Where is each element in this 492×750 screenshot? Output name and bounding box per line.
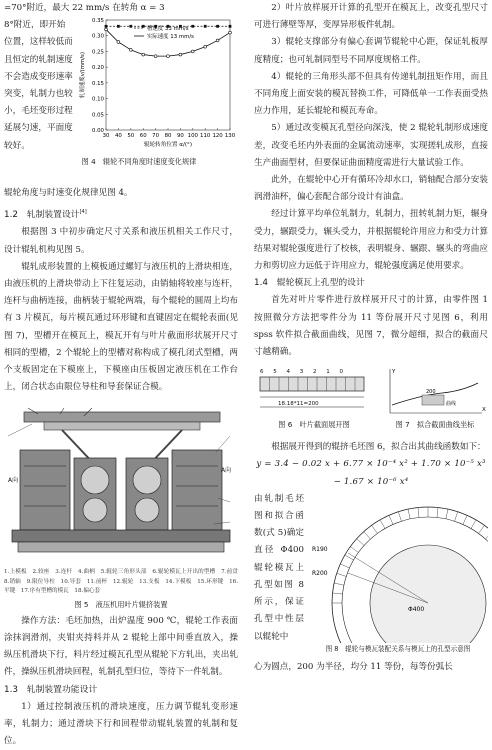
y-tick-label: 0.15	[91, 80, 104, 87]
ring-tick	[380, 520, 385, 529]
unfold-top-dims: 6 5 4 3 2 1 0	[260, 369, 347, 376]
figure-8-caption: 图 8 辊轮与模瓦装配关系与模瓦上的孔型示意图	[325, 644, 471, 653]
right-paragraph-1: 2）叶片放样展开计算的孔型开在模瓦上，改变孔型尺寸可进行薄壁等厚，变厚异形板件轧制。	[254, 3, 488, 31]
rolling-device-drawing	[4, 406, 238, 568]
paragraph-d: 1）通过控制液压机的滑块速度，压力调节辊轧变形速率，轧制力；通过滑块下行和回程带动辊轧装置的轧制和复位。	[4, 701, 238, 747]
figure-4	[76, 14, 238, 166]
r200-label: R200	[312, 569, 328, 577]
x-axis-title: 辊轮转角位置 α/(°)	[143, 142, 193, 148]
data-point-s1	[105, 25, 108, 28]
data-point-s1	[117, 25, 120, 28]
ring-tick	[389, 515, 393, 524]
ring-tick	[337, 573, 347, 576]
ring-tick	[455, 512, 458, 522]
citation-4: [4]	[79, 209, 87, 216]
figure-4-caption: 图 4 辊轮不同角度时速度变化规律	[81, 157, 197, 166]
right-paragraph-2: 3）辊轮支撑部分有偏心套调节辊轮中心距，保证轧板厚度精度；也可轧制同型号不同厚度规格工件。	[254, 37, 488, 65]
ring-tick	[398, 512, 401, 522]
x-tick-label: 90	[176, 133, 184, 139]
fitted-equation: y = 3.4 − 0.02 x + 6.77 × 10⁻⁴ x² + 1.70 × 10⁻⁵ x³ − 1.67 × 10⁻⁶ x⁴	[256, 459, 486, 487]
section-1-4-heading: 1.4 辊轮模瓦上孔型的设计	[254, 278, 365, 289]
figure-5-legend: 1.上模板 2.较座 3.连杆 4.曲柄 5.辊轮三角形头部 6.辊轮模瓦上开出的型槽 7.前盘 8.销轴 9.限位导柱 10.导套 11.前杯 12.辊轮 13.支板 14.下模板 15.环形键 16.平键 17.序有型槽的模瓦 18.偏心套	[4, 569, 244, 595]
x-tick-label: 100	[187, 133, 198, 139]
data-point-s2	[167, 55, 170, 58]
ring-tick	[357, 539, 364, 546]
y-axis-label: Y	[392, 369, 396, 376]
a-view-label: A向	[8, 477, 19, 485]
ring-tick	[471, 520, 476, 529]
data-point-s2	[179, 53, 182, 56]
data-point-s2	[117, 41, 120, 44]
unfold-length-label: 18.18*11=200	[278, 401, 319, 408]
ring-tick	[486, 532, 488, 539]
x-tick-label: 40	[114, 133, 122, 139]
right-paragraph-6: 经过计算平均单位轧制力，轧制力，扭转轧制力矩，辗身受力，辗跟受力，辗头受力，并根据辊轮许用应力和受力计算结果对辊轮强度进行了校核，表明辊身、辗跟、辗头的弯曲应力和剪切应力远低于许用应力，辊轮强度满足使用要求。	[254, 209, 488, 272]
x-tick-label: 120	[212, 133, 223, 139]
y-tick-label: 0.20	[91, 65, 104, 72]
ring-tick	[463, 515, 467, 524]
data-point-s2	[154, 55, 157, 58]
figure-7-caption: 图 7 拟合截面曲线坐标	[395, 420, 475, 430]
figure-6	[254, 365, 374, 431]
paragraph-c: 操作方法：毛坯加热，出炉温度 900 ℃，辊轮工作表面涂抹润滑剂，夹钳夹持料并从 2 辊轮上部中间垂直放入，操纵压机滑块下行，料片经过模瓦孔型从辊轮下方轧出，夹出轧件，操纵压机滑块回程，轧制孔型归位，等待下一件轧制。	[4, 615, 238, 678]
top-block	[4, 0, 238, 185]
legend-label: 槽速度 33 mm/s	[147, 26, 189, 32]
ring-tick	[408, 509, 410, 519]
legend-label: 实际速度 13 mm/s	[147, 34, 194, 40]
left-column	[4, 0, 244, 750]
ring-tick	[479, 525, 485, 533]
x-tick-label: 130	[224, 133, 236, 139]
ring-tick	[446, 509, 448, 519]
ring-tick	[437, 507, 438, 517]
figure-8-block	[254, 491, 488, 659]
right-paragraph-8: 根据展开得到的辊挤毛坯图 6，拟合出其曲线函数如下：	[271, 442, 486, 453]
right-paragraph-5: 此外，在辊轮中心开有循环冷却水口，销轴配合部分安装润滑油杯，偏心套配合部分设计有油盒。	[254, 175, 488, 203]
section-1-2-title: 1.2 轧制装置设计	[4, 210, 80, 221]
y-tick-label: 0.10	[91, 96, 104, 103]
data-point-s1	[204, 25, 207, 28]
y-tick-label: 0.00	[91, 128, 104, 134]
figure-7	[382, 365, 488, 431]
y-axis-title: 轧制速度v/(mm/s)	[80, 52, 86, 98]
ring-tick	[372, 525, 378, 533]
data-point-s2	[105, 28, 108, 31]
right-paragraph-3: 4）辊轮的三角形头部不但具有传递轧制扭矩作用，而且不同角度上面安装的模瓦替换工件，可降低单一工作表面受热应力作用，延长辊轮和模瓦寿命。	[254, 71, 488, 117]
roller-die-drawing	[308, 493, 488, 643]
wrap-line: 小，毛坯变形过程	[4, 106, 73, 117]
x-tick-label: 60	[139, 133, 147, 139]
x-tick-label: 30	[102, 133, 110, 139]
x-tick-label: 50	[127, 133, 135, 139]
data-point-s1	[142, 25, 145, 28]
paragraph-9-float: 由轧制毛坯图和拟合函数(式 5)确定直径 Φ400 辊轮模瓦上孔型如图 8 所示，保证孔型中性层以辊轮中	[254, 493, 304, 642]
data-point-s2	[216, 39, 219, 42]
ring-tick	[418, 507, 419, 517]
data-point-s2	[204, 45, 207, 48]
ring-tick	[350, 546, 358, 552]
right-paragraph-4: 5）通过改变模瓦孔型径向深浅，使 2 辊轮轧制形成速度差，改变毛坯内外表面的金属流动速率，实现搓轧成形，直接生产曲面型材，但要保证曲面精度需进行大量试验工作。	[254, 123, 488, 168]
data-point-s1	[229, 25, 232, 28]
phi400-label: Φ400	[408, 605, 425, 613]
dim-200-label: 200	[426, 389, 436, 396]
figure-8	[308, 493, 488, 655]
section-1-2-heading	[4, 204, 238, 224]
figure-6-caption: 图 6 叶片截面展开图	[278, 420, 350, 430]
right-paragraph-7: 首先对叶片零件进行放样展开尺寸的计算，由零件图 1 按照微分方法把零件分为 11 等份展开尺寸见图 6，利用 spss 软件拟合截面曲线，见图 7，微分超细，拟合的截面尺寸越精确。	[254, 295, 488, 358]
ring-tick	[333, 593, 343, 594]
data-point-s1	[191, 25, 194, 28]
a-view-label-right: A向	[221, 467, 232, 475]
figure-5-caption: 图 5 液压机用叶片辊挤装置	[74, 599, 168, 609]
wrap-line: 位置，这样较低而	[4, 37, 73, 48]
data-point-s2	[229, 31, 232, 34]
wrap-line: 不会造成变形速率	[4, 71, 73, 82]
data-point-s1	[216, 25, 219, 28]
paragraph-a: 根据图 3 中初步确定尺寸关系和液压机相关工作尺寸，设计辊轧机构见图 5。	[4, 227, 238, 255]
x-axis-label: X	[482, 407, 486, 414]
data-point-s2	[142, 53, 145, 56]
y-tick-label: 0.30	[91, 33, 104, 40]
paragraph-9-tail: 心为圆点，200 为半径，均分 11 等份，每等份弧长	[254, 661, 453, 672]
y-tick-label: 0.35	[91, 18, 104, 24]
figure-5	[4, 406, 244, 611]
data-point-s1	[129, 25, 132, 28]
wrap-line: 较好。	[4, 140, 30, 151]
y-tick-label: 0.25	[91, 49, 104, 56]
r190-label: R190	[312, 545, 328, 553]
data-point-s2	[191, 50, 194, 53]
y-tick-label: 0.05	[91, 112, 104, 119]
ring-tick	[364, 532, 371, 539]
paragraph-b: 辊轧成形装置的上模板通过螺钉与液压机的上滑块相连，由液压机的上滑块带动上下往复运动，由销轴将较座与连杆，连杆与曲柄连接，曲柄装于辊轮两端，每个辊轮的圆周上均布有 3 片模瓦，每片模瓦通过环形键和直键固定在辊轮表面(见图 7)，型槽开在模瓦上，模瓦开有与叶片截面形状展开尺寸相同的型槽，2 个辊轮上的型槽对称构成了模孔闭式型槽，两个支板固定在下模座上，下模座由压板固定液压机在工作台上，闭合状态由限位导柱和导套保证合模。	[4, 261, 238, 393]
ring-tick	[340, 564, 349, 568]
data-point-s2	[129, 48, 132, 51]
intro-tail	[4, 185, 238, 202]
ring-tick	[334, 583, 344, 585]
wrap-line: 延展匀速，平面度	[4, 123, 73, 134]
x-tick-label: 70	[152, 133, 160, 139]
curve-label: 曲线	[446, 401, 457, 408]
wrap-line: 8°附近，即开始	[4, 20, 66, 31]
x-tick-label: 110	[200, 133, 211, 139]
float-text-9	[254, 491, 304, 646]
wrap-line: 且恒定的轧制速度	[4, 54, 73, 65]
intro-tail-text: 辊轮角度与时速变化规律见图 4。	[4, 188, 133, 198]
blade-unfold-drawing	[254, 365, 374, 419]
right-column	[254, 0, 488, 676]
wrap-line: 突变，轧制力也较	[4, 89, 73, 100]
velocity-chart	[76, 14, 238, 152]
section-1-3-heading: 1.3 轧制装置功能设计	[4, 684, 98, 695]
x-tick-label: 80	[164, 133, 172, 139]
fitted-curve-drawing	[382, 365, 488, 419]
figures-6-7	[254, 365, 488, 439]
wrap-line: =70°附近，最大 22 mm/s 在转角 α = 3	[4, 3, 165, 13]
